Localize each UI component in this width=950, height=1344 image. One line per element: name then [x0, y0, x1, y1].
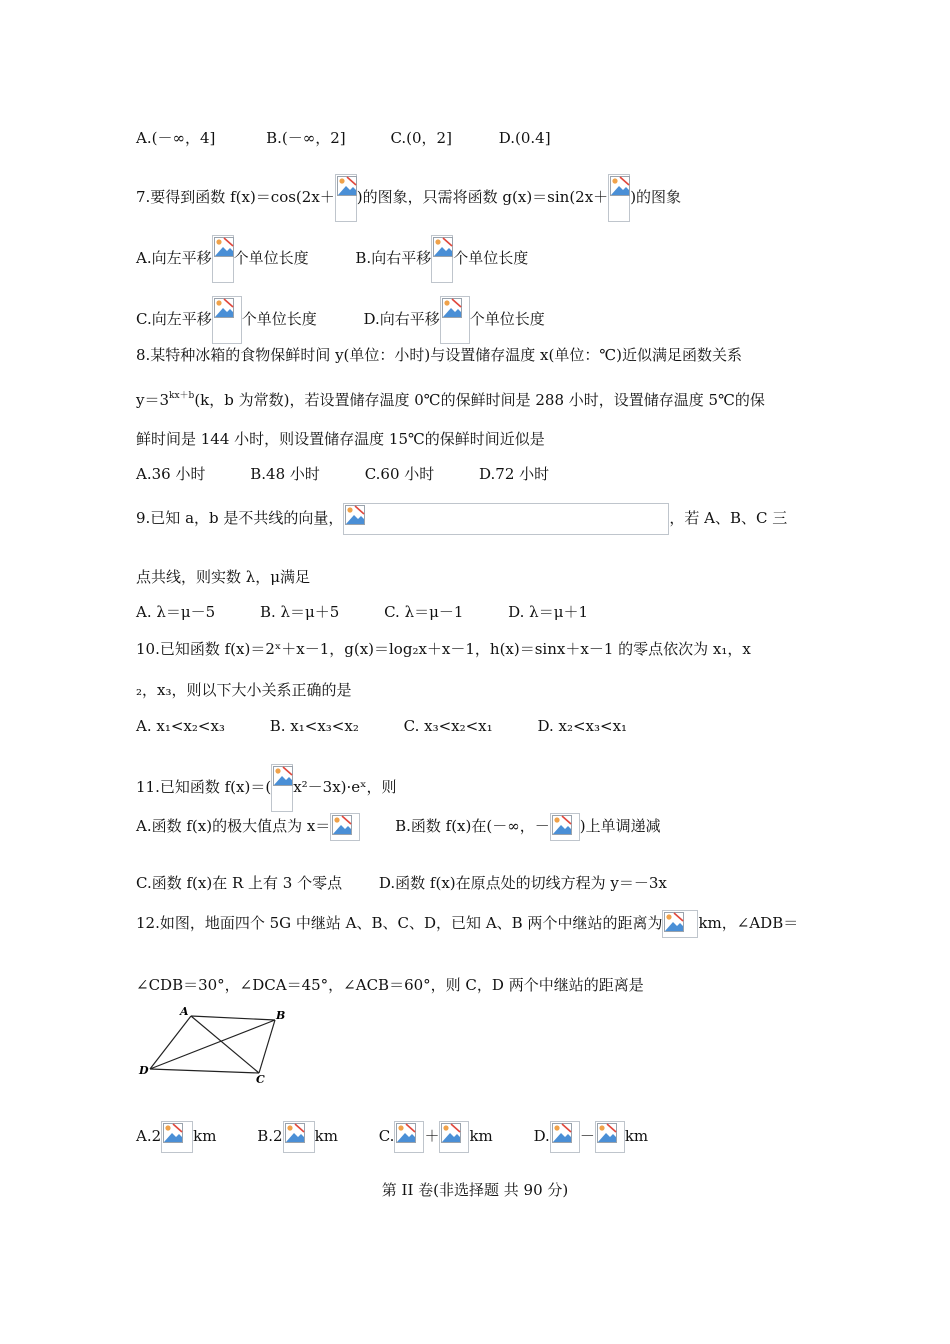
segment-ac: [191, 1016, 259, 1073]
q11-stem-part1: 11.已知函数 f(x)＝(: [136, 778, 272, 796]
q7-stem-part1: 7.要得到函数 f(x)＝cos(2x＋: [136, 188, 335, 206]
broken-image-icon: [608, 174, 630, 222]
broken-image-icon: [212, 296, 242, 344]
q7-option-a-unit: 个单位长度: [233, 249, 309, 267]
q10-option-a: A. x₁<x₂<x₃: [136, 717, 225, 735]
q12-option-b: B.2: [257, 1127, 283, 1145]
q12-option-b-unit: km: [314, 1127, 338, 1145]
q12-figure: [136, 1003, 296, 1085]
broken-image-icon: [330, 813, 360, 841]
q11-stem: [136, 764, 397, 812]
q8-option-d: D.72 小时: [479, 465, 550, 483]
q12-option-d: D.: [533, 1127, 550, 1145]
segment-dc: [150, 1069, 259, 1073]
label-b: B: [276, 1009, 286, 1022]
broken-image-icon: [440, 296, 470, 344]
q11-option-b: B.函数 f(x)在(－∞，－: [395, 817, 550, 835]
q6-option-d: D.(0.4]: [498, 129, 551, 147]
q6-option-b: B.(－∞，2]: [266, 129, 346, 147]
label-a: A: [180, 1005, 189, 1018]
q12-option-c-plus: ＋: [424, 1127, 440, 1145]
q12-option-d-unit: km: [624, 1127, 649, 1145]
broken-image-icon: [431, 235, 453, 283]
q7-option-b: B.向右平移: [355, 249, 432, 267]
broken-image-icon: [662, 910, 698, 938]
q8-option-c: C.60 小时: [364, 465, 435, 483]
broken-image-icon: [343, 503, 669, 535]
q8-stem-line1: 8.某特种冰箱的食物保鲜时间 y(单位：小时)与设置储存温度 x(单位：℃)近似满足函数关系: [136, 346, 742, 364]
q7-option-d-unit: 个单位长度: [469, 310, 545, 328]
broken-image-icon: [335, 174, 357, 222]
q6-option-c: C.(0，2]: [390, 129, 452, 147]
q7-stem-part3: )的图象: [630, 188, 682, 206]
q9-option-c: C. λ＝μ－1: [384, 603, 464, 621]
q12-stem-part1: 12.如图，地面四个 5G 中继站 A、B、C、D，已知 A、B 两个中继站的距离为: [136, 914, 663, 932]
q7-option-a: A.向左平移: [136, 249, 212, 267]
q8-option-a: A.36 小时: [136, 465, 206, 483]
broken-image-icon: [161, 1121, 193, 1153]
q7-stem-part2: )的图象，只需将函数 g(x)＝sin(2x＋: [356, 188, 609, 206]
q8-stem-line3: 鲜时间是 144 小时，则设置储存温度 15℃的保鲜时间近似是: [136, 430, 545, 448]
q9-options: [136, 601, 588, 623]
q11-option-b-rest: )上单调递减: [579, 817, 661, 835]
q12-options: [136, 1121, 648, 1153]
q6-options: [136, 127, 551, 149]
broken-image-icon: [212, 235, 234, 283]
broken-image-icon: [394, 1121, 424, 1153]
section-heading: 第 II 卷(非选择题 共 90 分): [381, 1181, 569, 1199]
broken-image-icon: [283, 1121, 315, 1153]
q12-option-c: C.: [378, 1127, 395, 1145]
q7-option-c: C.向左平移: [136, 310, 212, 328]
q12-option-a: A.2: [136, 1127, 162, 1145]
q10-option-c: C. x₃<x₂<x₁: [403, 717, 493, 735]
q10-options: [136, 715, 627, 737]
segment-ab: [191, 1016, 275, 1020]
q11-option-d: D.函数 f(x)在原点处的切线方程为 y＝－3x: [378, 874, 667, 892]
broken-image-icon: [550, 1121, 580, 1153]
q8-options: [136, 463, 549, 485]
q8-option-b: B.48 小时: [250, 465, 320, 483]
label-d: D: [139, 1064, 149, 1077]
q9-stem-part2: ，若 A、B、C 三: [669, 509, 788, 527]
broken-image-icon: [271, 764, 293, 812]
q9-option-d: D. λ＝μ＋1: [508, 603, 588, 621]
q9-option-b: B. λ＝μ＋5: [259, 603, 340, 621]
broken-image-icon: [439, 1121, 469, 1153]
q12-option-c-unit: km: [469, 1127, 493, 1145]
q8-stem-line2: [136, 385, 765, 411]
label-c: C: [256, 1073, 265, 1085]
q10-stem-line2: ₂，x₃，则以下大小关系正确的是: [136, 681, 352, 699]
q12-stem-line2: ∠CDB＝30°，∠DCA＝45°，∠ACB＝60°，则 C，D 两个中继站的距离是: [136, 976, 644, 994]
q11-option-a: A.函数 f(x)的极大值点为 x＝: [136, 817, 331, 835]
q7-options-cd: [136, 296, 545, 344]
q7-option-d: D.向右平移: [363, 310, 440, 328]
q8-formula-exponent: kx＋b: [169, 391, 195, 401]
q10-option-b: B. x₁<x₃<x₂: [269, 717, 359, 735]
broken-image-icon: [550, 813, 580, 841]
q8-stem-line2-rest: (k，b 为常数)，若设置储存温度 0℃的保鲜时间是 288 小时，设置储存温度 5℃的保: [194, 391, 765, 409]
segment-bc: [259, 1020, 275, 1073]
q7-option-c-unit: 个单位长度: [241, 310, 317, 328]
q12-option-d-minus: －: [579, 1127, 595, 1145]
q9-stem-line2: 点共线，则实数 λ，μ满足: [136, 568, 311, 586]
q9-option-a: A. λ＝μ－5: [136, 603, 216, 621]
q7-stem: [136, 174, 681, 222]
q11-options-cd: [136, 872, 667, 894]
q9-stem-line1: [136, 503, 787, 535]
q11-stem-part2: x²－3x)·eˣ，则: [293, 778, 397, 796]
q10-stem-line1: 10.已知函数 f(x)＝2ˣ＋x－1，g(x)＝log₂x＋x－1，h(x)＝sinx＋x－1 的零点依次为 x₁，x: [136, 640, 751, 658]
q11-options-ab: [136, 813, 661, 841]
q12-option-a-unit: km: [193, 1127, 217, 1145]
q7-options-ab: [136, 235, 528, 283]
q12-stem-line1: [136, 910, 798, 938]
q8-formula-base: y＝3: [136, 391, 170, 409]
q9-stem-part1: 9.已知 a，b 是不共线的向量，: [136, 509, 344, 527]
q10-option-d: D. x₂<x₃<x₁: [537, 717, 628, 735]
q7-option-b-unit: 个单位长度: [453, 249, 529, 267]
q6-option-a: A.(－∞，4]: [136, 129, 216, 147]
q12-stem-part2: km，∠ADB＝: [698, 914, 799, 932]
q11-option-c: C.函数 f(x)在 R 上有 3 个零点: [136, 874, 343, 892]
broken-image-icon: [595, 1121, 625, 1153]
